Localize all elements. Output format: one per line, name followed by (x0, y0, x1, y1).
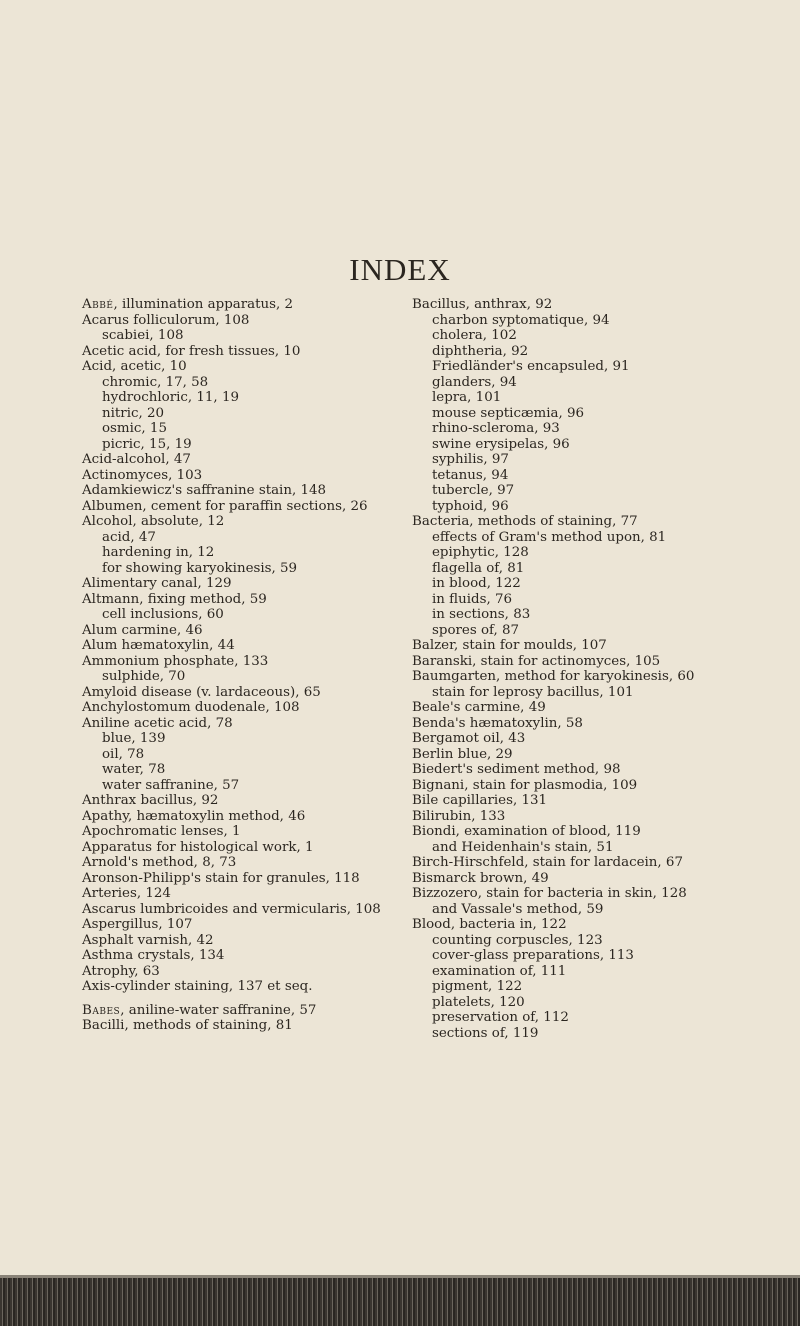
index-entry-text: lepra, 101 (432, 390, 502, 405)
index-entry (412, 576, 694, 592)
index-entry (412, 762, 694, 778)
index-entry-text: Altmann, fixing method, 59 (82, 591, 267, 607)
index-entry (412, 793, 694, 809)
page-title: INDEX (349, 252, 451, 287)
index-entry (82, 344, 381, 360)
index-entry-text: platelets, 120 (432, 994, 525, 1010)
index-entry (412, 778, 694, 794)
index-entry-text: Friedländer's encapsuled, 91 (432, 359, 630, 374)
index-entry-text: Bacillus, anthrax, 92 (412, 297, 553, 312)
index-entry-text: Biedert's sediment method, 98 (412, 762, 621, 777)
index-entry-text: Baumgarten, method for karyokinesis, 60 (412, 669, 695, 684)
index-entry-text: cholera, 102 (432, 328, 517, 343)
index-entry (412, 840, 694, 856)
index-entry (412, 344, 694, 360)
index-entry (82, 995, 381, 1018)
index-entry (82, 375, 381, 391)
index-entry (412, 964, 694, 980)
index-entry-text: Ascarus lumbricoides and vermicularis, 108 (82, 901, 381, 917)
index-entry-text: Beale's carmine, 49 (412, 700, 546, 715)
index-entry (412, 809, 694, 825)
index-entry-text: chromic, 17, 58 (102, 374, 209, 390)
index-column-right (412, 297, 694, 1041)
index-entry-text: Albumen, cement for paraffin sections, 26 (82, 498, 368, 514)
index-entry (82, 747, 381, 763)
index-entry (82, 793, 381, 809)
index-entry (412, 1026, 694, 1042)
index-entry-text: and Heidenhain's stain, 51 (432, 839, 614, 855)
index-entry-text: glanders, 94 (432, 374, 517, 390)
index-entry-text: mouse septicæmia, 96 (432, 405, 585, 421)
index-entry-text: Baranski, stain for actinomyces, 105 (412, 653, 661, 669)
index-entry (412, 871, 694, 887)
index-entry-text: Arnold's method, 8, 73 (82, 855, 237, 870)
index-column-left (82, 297, 381, 1033)
index-entry (82, 654, 381, 670)
index-entry (412, 561, 694, 577)
index-entry-text: Apochromatic lenses, 1 (82, 824, 241, 839)
index-entry-text: in blood, 122 (432, 576, 521, 591)
index-entry (82, 917, 381, 933)
index-entry (412, 731, 694, 747)
index-entry (82, 778, 381, 794)
index-entry-text: stain for leprosy bacillus, 101 (432, 684, 634, 700)
index-entry (82, 964, 381, 980)
index-entry (82, 561, 381, 577)
index-entry-text: Aspergillus, 107 (82, 917, 193, 932)
index-entry-text: tubercle, 97 (432, 483, 515, 498)
index-entry (412, 979, 694, 995)
index-entry (412, 328, 694, 344)
index-entry-text: acid, 47 (102, 529, 156, 545)
index-entry-text: Actinomyces, 103 (82, 467, 203, 483)
index-entry-text: picric, 15, 19 (102, 436, 192, 452)
index-entry (412, 654, 694, 670)
index-entry (82, 871, 381, 887)
index-entry (82, 499, 381, 515)
index-entry-text: Anthrax bacillus, 92 (82, 793, 219, 808)
index-entry-text: nitric, 20 (102, 405, 165, 421)
index-entry (412, 390, 694, 406)
index-entry-text: Asthma crystals, 134 (82, 948, 225, 963)
index-entry (412, 855, 694, 871)
index-entry (412, 514, 694, 530)
index-entry (82, 483, 381, 499)
index-entry (412, 669, 694, 685)
index-entry-text: Bacilli, methods of staining, 81 (82, 1017, 293, 1033)
index-entry-text: Aniline acetic acid, 78 (82, 715, 233, 731)
index-entry-text: Arteries, 124 (82, 886, 171, 901)
index-entry (82, 979, 381, 995)
index-entry (412, 638, 694, 654)
index-entry-text: Balzer, stain for moulds, 107 (412, 638, 607, 653)
index-entry-text: , aniline-water saffranine, 57 (120, 1002, 317, 1018)
index-entry-text: epiphytic, 128 (432, 545, 529, 560)
index-entry-text: rhino-scleroma, 93 (432, 421, 560, 436)
index-entry (82, 809, 381, 825)
index-entry (82, 762, 381, 778)
index-entry-text: and Vassale's method, 59 (432, 901, 604, 917)
index-entry (412, 886, 694, 902)
index-entry (412, 747, 694, 763)
index-entry-text: Birch-Hirschfeld, stain for lardacein, 67 (412, 855, 683, 870)
index-entry (412, 700, 694, 716)
index-entry-text: Biondi, examination of blood, 119 (412, 824, 641, 839)
index-entry (412, 1010, 694, 1026)
index-entry (412, 592, 694, 608)
index-entry (82, 437, 381, 453)
index-entry-text: Acid, acetic, 10 (82, 359, 187, 374)
index-entry-text: swine erysipelas, 96 (432, 436, 570, 452)
index-entry (412, 545, 694, 561)
index-entry (412, 375, 694, 391)
index-entry-text: Bacteria, methods of staining, 77 (412, 514, 638, 529)
index-entry (82, 576, 381, 592)
index-entry-text: Apparatus for histological work, 1 (82, 839, 314, 855)
index-entry (82, 700, 381, 716)
index-entry-text: Ammonium phosphate, 133 (82, 653, 269, 669)
index-entry-text: oil, 78 (102, 746, 145, 762)
index-entry (412, 933, 694, 949)
index-entry-text: Amyloid disease (v. lardaceous), 65 (82, 684, 321, 700)
index-entry-text: diphtheria, 92 (432, 343, 529, 359)
index-entry-text: in sections, 83 (432, 607, 531, 622)
index-entry-text: sections of, 119 (432, 1025, 539, 1041)
index-entry-text: Atrophy, 63 (82, 963, 160, 979)
index-entry (82, 716, 381, 732)
index-entry-text: hardening in, 12 (102, 545, 215, 560)
index-entry (82, 592, 381, 608)
index-entry (82, 886, 381, 902)
index-entry-text: scabiei, 108 (102, 328, 184, 343)
index-entry-text: Blood, bacteria in, 122 (412, 917, 567, 932)
index-entry-text: Alum hæmatoxylin, 44 (82, 638, 235, 653)
index-entry (412, 917, 694, 933)
index-entry-text: Anchylostomum duodenale, 108 (82, 700, 300, 715)
index-entry-text: effects of Gram's method upon, 81 (432, 529, 667, 545)
index-entry-text: Bismarck brown, 49 (412, 870, 549, 886)
index-entry-text: Apathy, hæmatoxylin method, 46 (82, 808, 306, 824)
index-entry (82, 406, 381, 422)
index-entry (82, 313, 381, 329)
index-entry-text: water saffranine, 57 (102, 777, 240, 793)
index-entry-text: cell inclusions, 60 (102, 607, 224, 622)
index-entry (82, 638, 381, 654)
index-entry-text: Bilirubin, 133 (412, 808, 506, 824)
index-entry-text: pigment, 122 (432, 979, 523, 994)
index-entry-text: Berlin blue, 29 (412, 746, 513, 762)
index-entry (412, 359, 694, 375)
index-entry (412, 716, 694, 732)
index-entry-text: Alcohol, absolute, 12 (82, 514, 225, 529)
index-entry-text: preservation of, 112 (432, 1010, 569, 1025)
index-entry (412, 483, 694, 499)
index-entry (82, 948, 381, 964)
index-entry (82, 623, 381, 639)
index-entry-text: in fluids, 76 (432, 591, 512, 607)
index-entry (82, 669, 381, 685)
index-entry-text: Adamkiewicz's saffranine stain, 148 (82, 483, 327, 498)
index-entry-text: for showing karyokinesis, 59 (102, 560, 298, 576)
index-entry-text: counting corpuscles, 123 (432, 932, 603, 948)
index-entry-text: Bizzozero, stain for bacteria in skin, 128 (412, 886, 687, 901)
index-entry (412, 406, 694, 422)
index-entry-text: Alimentary canal, 129 (82, 576, 232, 591)
index-entry-headword: Abbé (82, 297, 114, 312)
index-entry (412, 902, 694, 918)
index-entry-text: Aronson-Philipp's stain for granules, 118 (82, 870, 360, 886)
index-entry (82, 1018, 381, 1034)
index-entry (82, 731, 381, 747)
index-entry-text: flagella of, 81 (432, 560, 525, 576)
index-entry (412, 421, 694, 437)
index-entry-text: , illumination apparatus, 2 (113, 297, 294, 312)
index-entry (412, 607, 694, 623)
index-entry-text: Bignani, stain for plasmodia, 109 (412, 777, 638, 793)
index-entry (412, 499, 694, 515)
scan-bottom-band (0, 1278, 800, 1326)
index-entry (412, 948, 694, 964)
index-entry (82, 514, 381, 530)
index-entry (82, 840, 381, 856)
index-entry-text: Asphalt varnish, 42 (82, 932, 214, 948)
index-entry (82, 530, 381, 546)
index-entry (412, 452, 694, 468)
index-entry (412, 437, 694, 453)
index-entry (82, 824, 381, 840)
index-entry (82, 607, 381, 623)
index-entry (82, 390, 381, 406)
index-entry (412, 530, 694, 546)
index-entry-text: water, 78 (102, 762, 166, 777)
index-entry (412, 297, 694, 313)
index-entry-text: Acarus folliculorum, 108 (82, 312, 250, 328)
index-entry-text: examination of, 111 (432, 963, 567, 979)
index-entry (82, 452, 381, 468)
index-entry-text: blue, 139 (102, 731, 166, 746)
index-entry (82, 468, 381, 484)
index-entry-text: Alum carmine, 46 (82, 622, 203, 638)
index-entry (82, 545, 381, 561)
index-entry-text: tetanus, 94 (432, 467, 509, 483)
index-entry-text: osmic, 15 (102, 421, 167, 436)
index-entry-headword: Babes (82, 1002, 121, 1018)
index-entry-text: Bergamot oil, 43 (412, 731, 526, 746)
index-entry (412, 313, 694, 329)
index-entry-text: typhoid, 96 (432, 498, 509, 514)
index-entry-text: charbon syptomatique, 94 (432, 312, 610, 328)
index-entry (82, 328, 381, 344)
index-entry-text: cover-glass preparations, 113 (432, 948, 634, 963)
index-entry-text: Axis-cylinder staining, 137 et seq. (82, 979, 313, 994)
index-entry (82, 855, 381, 871)
index-entry-text: hydrochloric, 11, 19 (102, 390, 239, 405)
index-entry-text: syphilis, 97 (432, 452, 509, 467)
index-entry (82, 297, 381, 313)
index-entry (412, 824, 694, 840)
index-entry-text: Bile capillaries, 131 (412, 793, 548, 808)
index-entry-text: spores of, 87 (432, 622, 520, 638)
index-entry (82, 933, 381, 949)
index-entry-text: Acid-alcohol, 47 (82, 452, 191, 467)
index-entry (82, 359, 381, 375)
index-entry-text: Acetic acid, for fresh tissues, 10 (82, 343, 301, 359)
index-entry (412, 995, 694, 1011)
index-entry-text: sulphide, 70 (102, 669, 186, 684)
index-entry-text: Benda's hæmatoxylin, 58 (412, 715, 583, 731)
index-entry (82, 421, 381, 437)
index-entry (82, 685, 381, 701)
index-entry (82, 902, 381, 918)
index-entry (412, 468, 694, 484)
index-entry (412, 685, 694, 701)
index-entry (412, 623, 694, 639)
